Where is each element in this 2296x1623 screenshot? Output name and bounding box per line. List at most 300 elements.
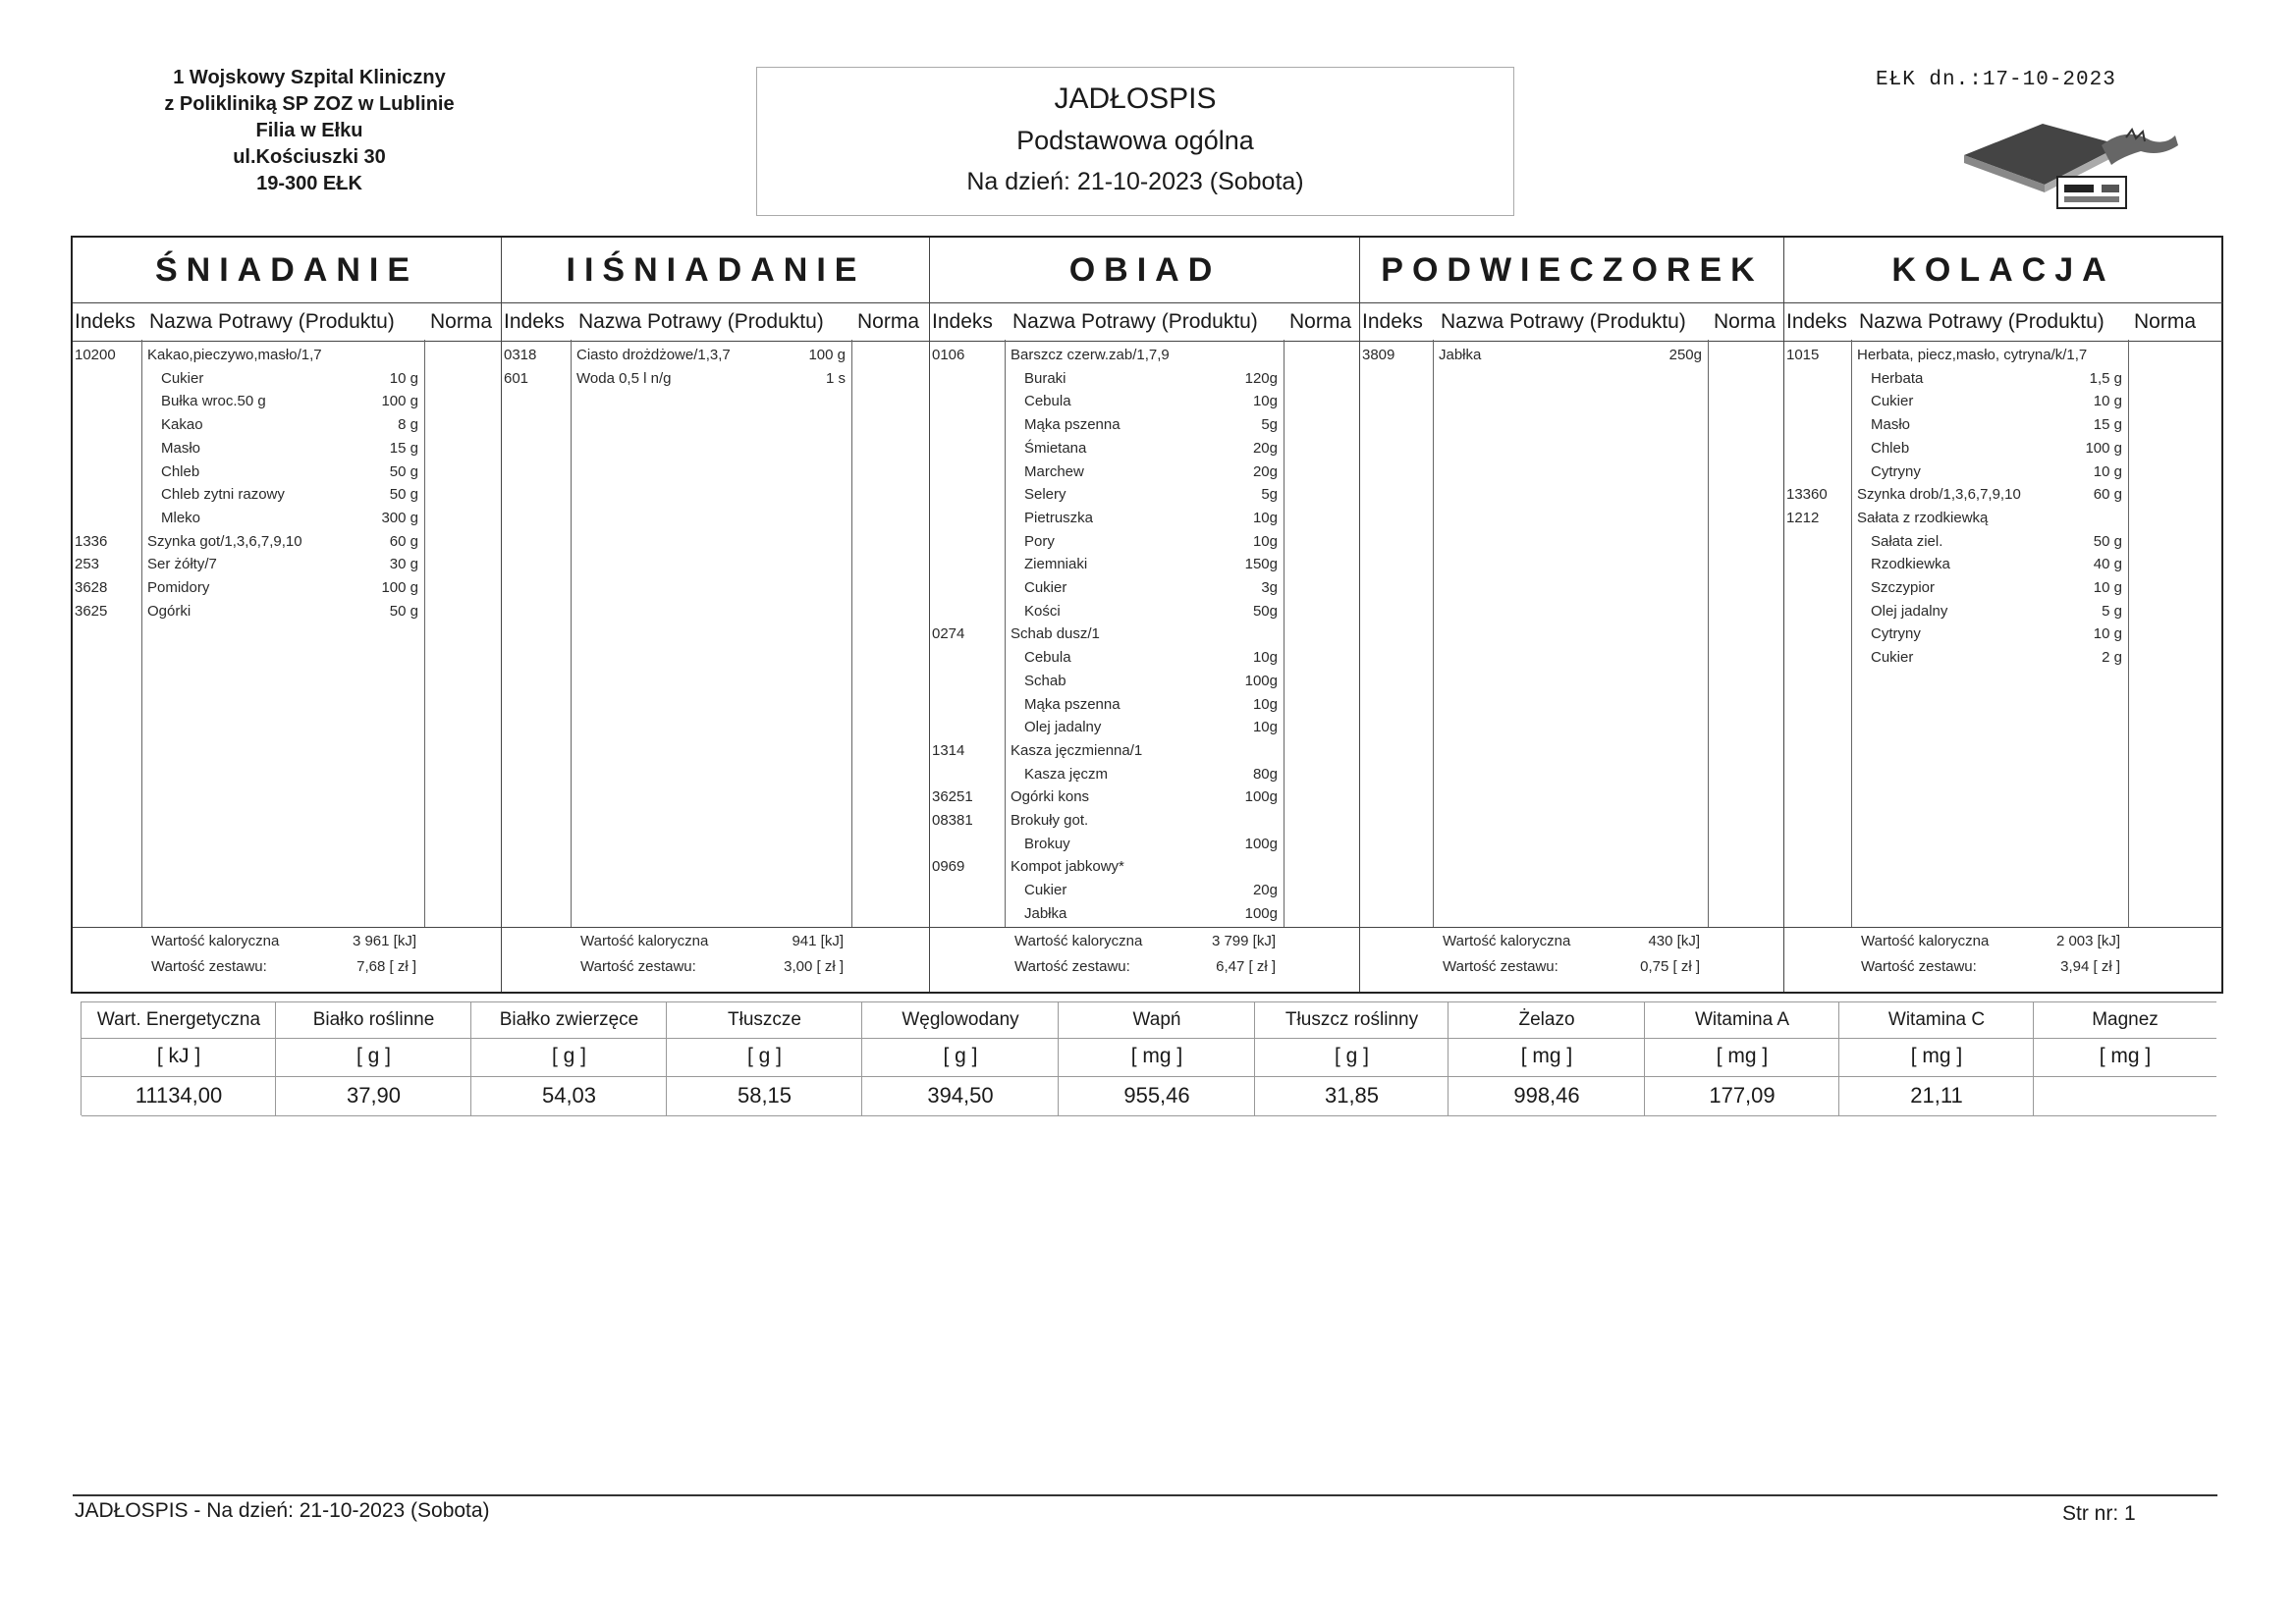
meal-summary xyxy=(502,927,930,993)
column-headers xyxy=(502,302,930,342)
row-name: Buraki xyxy=(1024,369,1066,387)
nutrient-unit: [ g ] xyxy=(276,1037,471,1077)
header-index: Indeks xyxy=(75,310,136,333)
menu-row xyxy=(930,622,1360,645)
menu-row xyxy=(930,785,1360,808)
row-index: 0318 xyxy=(504,347,537,363)
menu-row xyxy=(930,833,1360,855)
row-norm: 50 g xyxy=(2093,532,2122,550)
row-norm: 10g xyxy=(1252,393,1278,410)
footer-divider xyxy=(73,1494,2217,1496)
energy-row xyxy=(73,930,501,953)
meal-title: KOLACJA xyxy=(1891,251,2115,289)
row-norm: 10 g xyxy=(389,369,418,387)
menu-row xyxy=(930,646,1360,669)
row-index: 08381 xyxy=(932,812,973,829)
header-norm: Norma xyxy=(857,310,920,333)
row-name: Cytryny xyxy=(1871,625,1921,643)
row-name: Sałata ziel. xyxy=(1871,532,1943,550)
row-name: Olej jadalny xyxy=(1024,719,1102,736)
column-divider xyxy=(1433,340,1434,927)
header-index: Indeks xyxy=(1362,310,1423,333)
nutrient-column xyxy=(1448,1001,1645,1115)
meal-column xyxy=(1783,238,2222,992)
row-norm: 100g xyxy=(1244,672,1278,689)
header-norm: Norma xyxy=(1289,310,1352,333)
nutrient-value: 31,85 xyxy=(1255,1076,1449,1116)
nutrient-column xyxy=(1058,1001,1255,1115)
nutrient-label: Magnez xyxy=(2034,1001,2216,1039)
header-name: Nazwa Potrawy (Produktu) xyxy=(578,310,824,333)
row-name: Pory xyxy=(1024,532,1055,550)
row-name: Bułka wroc.50 g xyxy=(161,393,266,410)
diet-name: Podstawowa ogólna xyxy=(1016,126,1254,155)
header-name: Nazwa Potrawy (Produktu) xyxy=(1012,310,1258,333)
row-norm: 80g xyxy=(1252,765,1278,783)
nutrient-label: Białko roślinne xyxy=(276,1001,471,1039)
nutrient-unit: [ mg ] xyxy=(1839,1037,2034,1077)
energy-value: 2 003 [kJ] xyxy=(2055,933,2120,949)
row-name: Mąka pszenna xyxy=(1024,416,1121,434)
row-name: Szynka drob/1,3,6,7,9,10 xyxy=(1857,486,2021,504)
cost-value: 6,47 [ zł ] xyxy=(1216,958,1276,975)
row-norm: 10 g xyxy=(2093,393,2122,410)
menu-row xyxy=(73,483,501,506)
row-name: Szczypior xyxy=(1871,579,1936,596)
row-name: Chleb zytni razowy xyxy=(161,486,285,504)
row-name: Selery xyxy=(1024,486,1066,504)
row-index: 253 xyxy=(75,556,100,573)
menu-row xyxy=(73,413,501,436)
meal-title: IIŚNIADANIE xyxy=(566,251,866,289)
row-name: Mleko xyxy=(161,509,201,526)
menu-row xyxy=(1784,483,2222,506)
energy-label: Wartość kaloryczna xyxy=(1014,933,1143,949)
menu-row xyxy=(930,879,1360,901)
meal-summary xyxy=(1784,927,2222,993)
menu-row xyxy=(1784,507,2222,529)
nutrient-column xyxy=(81,1001,276,1115)
menu-row xyxy=(930,390,1360,412)
row-name: Śmietana xyxy=(1024,439,1087,457)
row-index: 3628 xyxy=(75,579,108,596)
row-norm: 100g xyxy=(1244,835,1278,852)
header-norm: Norma xyxy=(2134,310,2197,333)
row-name: Cukier xyxy=(161,369,204,387)
menu-row xyxy=(73,390,501,412)
row-name: Kości xyxy=(1024,602,1061,620)
row-name: Kasza jęczmienna/1 xyxy=(1011,741,1143,759)
energy-row xyxy=(1360,930,1784,953)
hospital-name: 1 Wojskowy Szpital Kliniczny xyxy=(173,67,446,88)
row-norm: 10 g xyxy=(2093,625,2122,643)
menu-row xyxy=(930,437,1360,460)
header-name: Nazwa Potrawy (Produktu) xyxy=(1859,310,2105,333)
menu-row xyxy=(502,344,930,366)
column-divider xyxy=(1708,340,1709,927)
row-name: Brokuy xyxy=(1024,835,1070,852)
energy-value: 430 [kJ] xyxy=(1648,933,1700,949)
menu-row xyxy=(1784,576,2222,599)
menu-row xyxy=(73,367,501,390)
nutrient-label: Tłuszcze xyxy=(667,1001,862,1039)
header-index: Indeks xyxy=(932,310,993,333)
menu-row xyxy=(73,600,501,622)
energy-row xyxy=(1784,930,2222,953)
menu-row xyxy=(73,507,501,529)
row-norm: 40 g xyxy=(2093,556,2122,573)
column-headers xyxy=(1784,302,2222,342)
menu-row xyxy=(930,367,1360,390)
row-norm: 50 g xyxy=(389,462,418,480)
row-name: Woda 0,5 l n/g xyxy=(576,369,672,387)
menu-row xyxy=(73,553,501,575)
row-norm: 2 g xyxy=(2102,649,2122,667)
nutrient-label: Węglowodany xyxy=(862,1001,1059,1039)
energy-row xyxy=(502,930,930,953)
nutrient-value: 58,15 xyxy=(667,1076,862,1116)
row-norm: 50 g xyxy=(389,602,418,620)
menu-row xyxy=(73,344,501,366)
row-index: 1212 xyxy=(1786,509,1820,526)
nutrient-value xyxy=(2034,1076,2216,1116)
row-index: 3809 xyxy=(1362,347,1395,363)
cost-row xyxy=(73,955,501,979)
row-norm: 1 s xyxy=(825,369,846,387)
row-name: Jabłka xyxy=(1024,904,1067,922)
energy-label: Wartość kaloryczna xyxy=(151,933,280,949)
row-norm: 50g xyxy=(1252,602,1278,620)
nutrient-value: 37,90 xyxy=(276,1076,471,1116)
row-norm: 15 g xyxy=(2093,416,2122,434)
menu-row xyxy=(930,739,1360,762)
row-name: Kakao,pieczywo,masło/1,7 xyxy=(147,347,322,363)
nutrient-unit: [ g ] xyxy=(862,1037,1059,1077)
nutrient-column xyxy=(1254,1001,1449,1115)
row-index: 0106 xyxy=(932,347,965,363)
nutrient-label: Witamina C xyxy=(1839,1001,2034,1039)
header-norm: Norma xyxy=(430,310,493,333)
row-norm: 10g xyxy=(1252,695,1278,713)
row-name: Masło xyxy=(161,439,201,457)
menu-row xyxy=(930,670,1360,692)
row-name: Rzodkiewka xyxy=(1871,556,1950,573)
nutrition-table xyxy=(81,1001,2215,1115)
row-norm: 5 g xyxy=(2102,602,2122,620)
nutrient-unit: [ g ] xyxy=(667,1037,862,1077)
hospital-city: 19-300 EŁK xyxy=(256,173,362,194)
row-norm: 5g xyxy=(1261,486,1278,504)
row-norm: 100 g xyxy=(808,347,846,363)
column-divider xyxy=(851,340,852,927)
menu-row xyxy=(502,367,930,390)
row-name: Cebula xyxy=(1024,393,1071,410)
row-norm: 150g xyxy=(1244,556,1278,573)
row-name: Ogórki kons xyxy=(1011,788,1090,806)
meal-column xyxy=(501,238,930,992)
row-norm: 10g xyxy=(1252,719,1278,736)
row-name: Kakao xyxy=(161,416,203,434)
row-name: Olej jadalny xyxy=(1871,602,1948,620)
row-norm: 20g xyxy=(1252,462,1278,480)
row-norm: 120g xyxy=(1244,369,1278,387)
cost-label: Wartość zestawu: xyxy=(580,958,696,975)
nutrient-column xyxy=(2033,1001,2216,1115)
nutrient-value: 11134,00 xyxy=(82,1076,276,1116)
menu-row xyxy=(1784,413,2222,436)
meal-summary xyxy=(73,927,501,993)
row-name: Mąka pszenna xyxy=(1024,695,1121,713)
menu-row xyxy=(1784,553,2222,575)
energy-value: 941 [kJ] xyxy=(792,933,844,949)
menu-row xyxy=(1360,344,1784,366)
cost-value: 3,94 [ zł ] xyxy=(2060,958,2120,975)
menu-table xyxy=(71,236,2223,994)
nutrient-label: Wart. Energetyczna xyxy=(82,1001,276,1039)
menu-row xyxy=(930,576,1360,599)
nutrient-value: 998,46 xyxy=(1449,1076,1645,1116)
menu-row xyxy=(1784,344,2222,366)
row-index: 1015 xyxy=(1786,347,1820,363)
menu-row xyxy=(1784,530,2222,553)
row-name: Ciasto drożdżowe/1,3,7 xyxy=(576,347,731,363)
nutrient-unit: [ g ] xyxy=(471,1037,667,1077)
nutrient-unit: [ g ] xyxy=(1255,1037,1449,1077)
row-norm: 300 g xyxy=(381,509,418,526)
nutrient-column xyxy=(666,1001,862,1115)
meal-title: PODWIECZOREK xyxy=(1381,251,1764,289)
row-index: 10200 xyxy=(75,347,116,363)
row-name: Sałata z rzodkiewką xyxy=(1857,509,1989,526)
row-name: Brokuły got. xyxy=(1011,812,1089,829)
cost-row xyxy=(502,955,930,979)
nutrient-unit: [ kJ ] xyxy=(82,1037,276,1077)
print-date: EŁK dn.:17-10-2023 xyxy=(1876,69,2116,91)
row-name: Cukier xyxy=(1024,882,1067,899)
header-name: Nazwa Potrawy (Produktu) xyxy=(149,310,395,333)
row-name: Pomidory xyxy=(147,579,210,596)
cost-label: Wartość zestawu: xyxy=(1861,958,1977,975)
row-norm: 100g xyxy=(1244,788,1278,806)
nutrient-column xyxy=(861,1001,1059,1115)
row-norm: 10g xyxy=(1252,532,1278,550)
energy-label: Wartość kaloryczna xyxy=(580,933,709,949)
row-name: Schab xyxy=(1024,672,1066,689)
meal-summary xyxy=(1360,927,1784,993)
cost-row xyxy=(930,955,1360,979)
footer-title: JADŁOSPIS - Na dzień: 21-10-2023 (Sobota) xyxy=(75,1499,490,1522)
nutrient-value: 21,11 xyxy=(1839,1076,2034,1116)
energy-label: Wartość kaloryczna xyxy=(1443,933,1571,949)
row-norm: 60 g xyxy=(389,532,418,550)
meal-column xyxy=(929,238,1360,992)
meal-summary xyxy=(930,927,1360,993)
row-norm: 30 g xyxy=(389,556,418,573)
row-norm: 10g xyxy=(1252,649,1278,667)
nutrient-value: 955,46 xyxy=(1059,1076,1255,1116)
nutrient-unit: [ mg ] xyxy=(2034,1037,2216,1077)
hospital-branch: Filia w Ełku xyxy=(255,120,363,141)
menu-row xyxy=(1784,600,2222,622)
menu-row xyxy=(930,763,1360,785)
column-headers xyxy=(930,302,1360,342)
menu-date: Na dzień: 21-10-2023 (Sobota) xyxy=(966,168,1304,195)
row-index: 1314 xyxy=(932,741,965,759)
row-name: Ser żółty/7 xyxy=(147,556,217,573)
nutrient-column xyxy=(1644,1001,1839,1115)
row-index: 1336 xyxy=(75,532,108,550)
nutrient-label: Tłuszcz roślinny xyxy=(1255,1001,1449,1039)
menu-row xyxy=(1784,390,2222,412)
row-name: Masło xyxy=(1871,416,1911,434)
row-norm: 100 g xyxy=(2085,439,2122,457)
row-name: Cukier xyxy=(1871,649,1914,667)
menu-row xyxy=(930,530,1360,553)
row-name: Szynka got/1,3,6,7,9,10 xyxy=(147,532,302,550)
row-norm: 15 g xyxy=(389,439,418,457)
menu-row xyxy=(930,693,1360,716)
row-norm: 10g xyxy=(1252,509,1278,526)
row-name: Herbata xyxy=(1871,369,1924,387)
menu-row xyxy=(930,902,1360,925)
header-index: Indeks xyxy=(504,310,565,333)
cost-value: 3,00 [ zł ] xyxy=(784,958,844,975)
nutrient-value: 394,50 xyxy=(862,1076,1059,1116)
row-norm: 100 g xyxy=(381,579,418,596)
menu-row xyxy=(930,855,1360,878)
title-box xyxy=(756,67,1514,216)
cost-label: Wartość zestawu: xyxy=(1443,958,1558,975)
hospital-parent: z Polikliniką SP ZOZ w Lublinie xyxy=(164,93,455,115)
row-index: 0969 xyxy=(932,858,965,876)
row-name: Barszcz czerw.zab/1,7,9 xyxy=(1011,347,1170,363)
nutrient-column xyxy=(470,1001,667,1115)
row-norm: 20g xyxy=(1252,439,1278,457)
cost-label: Wartość zestawu: xyxy=(1014,958,1130,975)
row-name: Ogórki xyxy=(147,602,191,620)
energy-value: 3 799 [kJ] xyxy=(1211,933,1276,949)
row-index: 36251 xyxy=(932,788,973,806)
meal-title: OBIAD xyxy=(1068,251,1222,289)
row-name: Cukier xyxy=(1024,579,1067,596)
meal-column xyxy=(1359,238,1784,992)
row-name: Chleb xyxy=(1871,439,1910,457)
nutrient-column xyxy=(275,1001,471,1115)
menu-row xyxy=(1784,367,2222,390)
column-headers xyxy=(1360,302,1784,342)
row-index: 3625 xyxy=(75,602,108,620)
menu-row xyxy=(930,460,1360,483)
row-norm: 10 g xyxy=(2093,462,2122,480)
row-norm: 3g xyxy=(1261,579,1278,596)
menu-row xyxy=(930,413,1360,436)
energy-value: 3 961 [kJ] xyxy=(352,933,416,949)
cost-value: 7,68 [ zł ] xyxy=(356,958,416,975)
menu-row xyxy=(1784,460,2222,483)
hospital-street: ul.Kościuszki 30 xyxy=(233,146,386,168)
nutrient-label: Żelazo xyxy=(1449,1001,1645,1039)
row-norm: 50 g xyxy=(389,486,418,504)
nutrient-unit: [ mg ] xyxy=(1645,1037,1839,1077)
energy-label: Wartość kaloryczna xyxy=(1861,933,1990,949)
column-headers xyxy=(73,302,501,342)
menu-row xyxy=(930,553,1360,575)
page-title: JADŁOSPIS xyxy=(1054,82,1217,115)
menu-row xyxy=(930,507,1360,529)
cost-label: Wartość zestawu: xyxy=(151,958,267,975)
row-name: Pietruszka xyxy=(1024,509,1094,526)
column-divider xyxy=(571,340,572,927)
row-norm: 20g xyxy=(1252,882,1278,899)
menu-row xyxy=(930,600,1360,622)
row-norm: 250g xyxy=(1668,347,1702,363)
row-norm: 5g xyxy=(1261,416,1278,434)
row-name: Ziemniaki xyxy=(1024,556,1088,573)
row-norm: 100g xyxy=(1244,904,1278,922)
menu-row xyxy=(1784,437,2222,460)
book-computer-logo-icon xyxy=(1954,116,2180,214)
menu-row xyxy=(73,460,501,483)
row-name: Chleb xyxy=(161,462,200,480)
menu-row xyxy=(73,530,501,553)
row-norm: 60 g xyxy=(2093,486,2122,504)
row-name: Kompot jabkowy* xyxy=(1011,858,1124,876)
nutrient-value: 54,03 xyxy=(471,1076,667,1116)
menu-row xyxy=(930,344,1360,366)
menu-row xyxy=(930,809,1360,832)
row-norm: 8 g xyxy=(398,416,418,434)
row-name: Cytryny xyxy=(1871,462,1921,480)
cost-row xyxy=(1360,955,1784,979)
row-index: 13360 xyxy=(1786,486,1828,504)
menu-row xyxy=(930,483,1360,506)
row-index: 601 xyxy=(504,369,529,387)
nutrient-unit: [ mg ] xyxy=(1449,1037,1645,1077)
menu-row xyxy=(1784,646,2222,669)
row-norm: 100 g xyxy=(381,393,418,410)
nutrient-unit: [ mg ] xyxy=(1059,1037,1255,1077)
meal-title: ŚNIADANIE xyxy=(154,251,419,289)
menu-row xyxy=(73,437,501,460)
page-number: Str nr: 1 xyxy=(2062,1502,2136,1525)
header-index: Indeks xyxy=(1786,310,1847,333)
row-name: Cukier xyxy=(1871,393,1914,410)
row-index: 0274 xyxy=(932,625,965,643)
menu-row xyxy=(73,576,501,599)
hospital-address xyxy=(118,65,501,197)
menu-row xyxy=(1784,622,2222,645)
nutrient-label: Białko zwierzęce xyxy=(471,1001,667,1039)
nutrient-column xyxy=(1838,1001,2034,1115)
menu-row xyxy=(930,716,1360,738)
row-name: Cebula xyxy=(1024,649,1071,667)
header-name: Nazwa Potrawy (Produktu) xyxy=(1441,310,1686,333)
row-norm: 10 g xyxy=(2093,579,2122,596)
row-name: Herbata, piecz,masło, cytryna/k/1,7 xyxy=(1857,347,2088,363)
row-norm: 1,5 g xyxy=(2089,369,2122,387)
energy-row xyxy=(930,930,1360,953)
row-name: Schab dusz/1 xyxy=(1011,625,1100,643)
row-name: Marchew xyxy=(1024,462,1084,480)
row-name: Jabłka xyxy=(1439,347,1482,363)
nutrient-value: 177,09 xyxy=(1645,1076,1839,1116)
meal-column xyxy=(73,238,501,992)
nutrient-label: Wapń xyxy=(1059,1001,1255,1039)
cost-value: 0,75 [ zł ] xyxy=(1640,958,1700,975)
row-name: Kasza jęczm xyxy=(1024,765,1109,783)
nutrient-label: Witamina A xyxy=(1645,1001,1839,1039)
header-norm: Norma xyxy=(1714,310,1777,333)
